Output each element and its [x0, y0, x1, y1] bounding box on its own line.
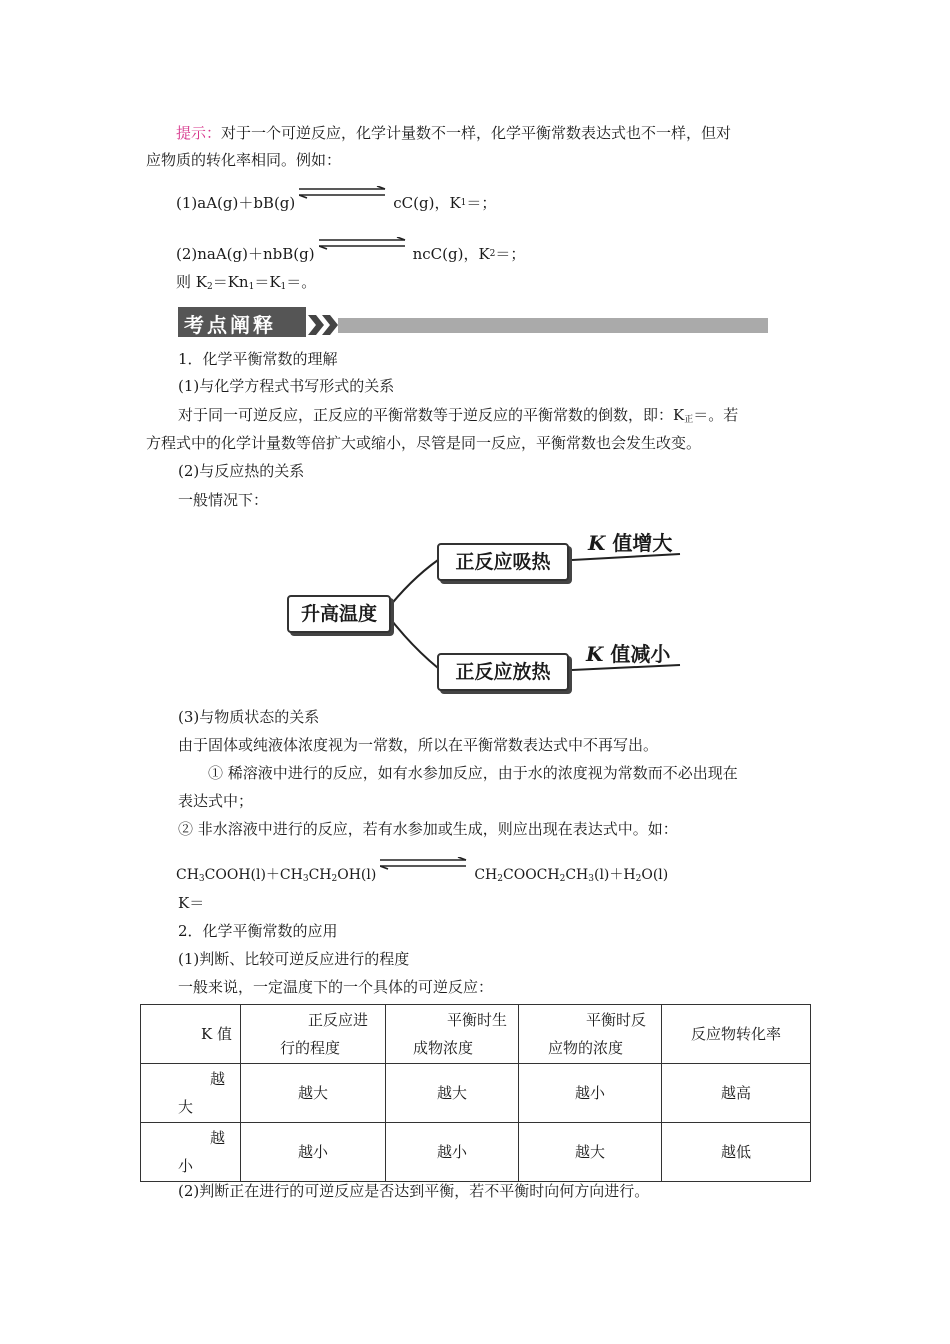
mindmap-root: 升高温度 — [287, 595, 391, 633]
section-1-sub-3: (3)与物质状态的关系 — [178, 708, 320, 726]
k-value-table — [140, 1004, 811, 1182]
hint-line-1: 提示：对于一个可逆反应，化学计量数不一样，化学平衡常数表达式也不一样，但对 — [176, 124, 732, 142]
section-banner — [178, 307, 768, 337]
equilibrium-arrow-icon — [319, 237, 409, 251]
table-header-cell: 正反应进 行的程度 — [241, 1005, 386, 1064]
section-2-sub-1: (1)判断、比较可逆反应进行的程度 — [178, 950, 410, 968]
table-header-cell: 平衡时生 成物浓度 — [386, 1005, 519, 1064]
table-cell: 越大 — [519, 1123, 662, 1182]
table-header-cell: 平衡时反 应物的浓度 — [519, 1005, 662, 1064]
double-chevron-icon — [308, 315, 340, 335]
item-1-line-1: ① 稀溶液中进行的反应，如有水参加反应，由于水的浓度视为常数而不必出现在 — [208, 764, 738, 782]
table-cell: 越小 — [241, 1123, 386, 1182]
table-row — [141, 1064, 811, 1123]
section-1-heading: 1．化学平衡常数的理解 — [178, 350, 338, 368]
table-header-cell: K 值 — [141, 1005, 241, 1064]
table-header-cell: 反应物转化率 — [662, 1005, 811, 1064]
section-1-sub-2: (2)与反应热的关系 — [178, 462, 305, 480]
table-cell: 越 大 — [141, 1064, 241, 1123]
item-2: ② 非水溶液中进行的反应，若有水参加或生成，则应出现在表达式中。如： — [178, 820, 678, 838]
k-expression: K＝ — [178, 894, 205, 912]
equilibrium-arrow-icon — [380, 857, 470, 871]
table-header-row — [141, 1005, 811, 1064]
section-2-heading: 2．化学平衡常数的应用 — [178, 922, 338, 940]
mindmap-branch-top: 正反应吸热 — [437, 543, 569, 581]
hint-label: 提示： — [176, 124, 222, 142]
state-para: 由于固体或纯液体浓度视为一常数，所以在平衡常数表达式中不再写出。 — [178, 736, 659, 754]
equation-2: (2)naA(g)＋nbB(g) ncC(g)，K 2 ＝； — [176, 243, 525, 264]
equilibrium-arrow-icon — [299, 186, 389, 200]
equation-3: $CH_3COOH(l)+CH_3CH_2OH(l)$ $CH_2COOCH_2CH_3(l)+H_2O(l)$ — [176, 864, 668, 884]
equation-1: (1)aA(g)＋bB(g) cC(g)，K 1 ＝； — [176, 192, 496, 213]
table-cell: 越大 — [241, 1064, 386, 1123]
mindmap-branch-bottom: 正反应放热 — [437, 653, 569, 691]
banner-title: 考点阐释 — [184, 313, 276, 337]
section-1-para-line-2: 方程式中的化学计量数等倍扩大或缩小，尽管是同一反应，平衡常数也会发生改变。 — [146, 434, 702, 452]
hint-line-2: 应物质的转化率相同。例如： — [146, 151, 342, 169]
table-cell: 越 小 — [141, 1123, 241, 1182]
mindmap-result-bottom: K 值减小 — [586, 642, 671, 666]
section-1-para-line-1: 对于同一可逆反应，正反应的平衡常数等于逆反应的平衡常数的倒数，即：$K_正=$。若 — [178, 406, 739, 425]
section-2-sub-2: (2)判断正在进行的可逆反应是否达到平衡，若不平衡时向何方向进行。 — [178, 1182, 650, 1200]
table-cell: 越小 — [519, 1064, 662, 1123]
k-relation: 则 $K_2=Kn_1=K_1=$。 — [176, 273, 317, 292]
section-1-sub-1: (1)与化学方程式书写形式的关系 — [178, 377, 395, 395]
table-row — [141, 1123, 811, 1182]
banner-bar — [338, 318, 768, 333]
table-cell: 越低 — [662, 1123, 811, 1182]
general-case: 一般情况下： — [178, 491, 269, 509]
table-cell: 越大 — [386, 1064, 519, 1123]
section-2-intro: 一般来说，一定温度下的一个具体的可逆反应： — [178, 978, 494, 996]
item-1-line-2: 表达式中； — [178, 792, 254, 810]
banner-title-box — [178, 307, 306, 337]
table-cell: 越高 — [662, 1064, 811, 1123]
table-cell: 越小 — [386, 1123, 519, 1182]
mindmap-result-top: K 值增大 — [588, 531, 673, 555]
